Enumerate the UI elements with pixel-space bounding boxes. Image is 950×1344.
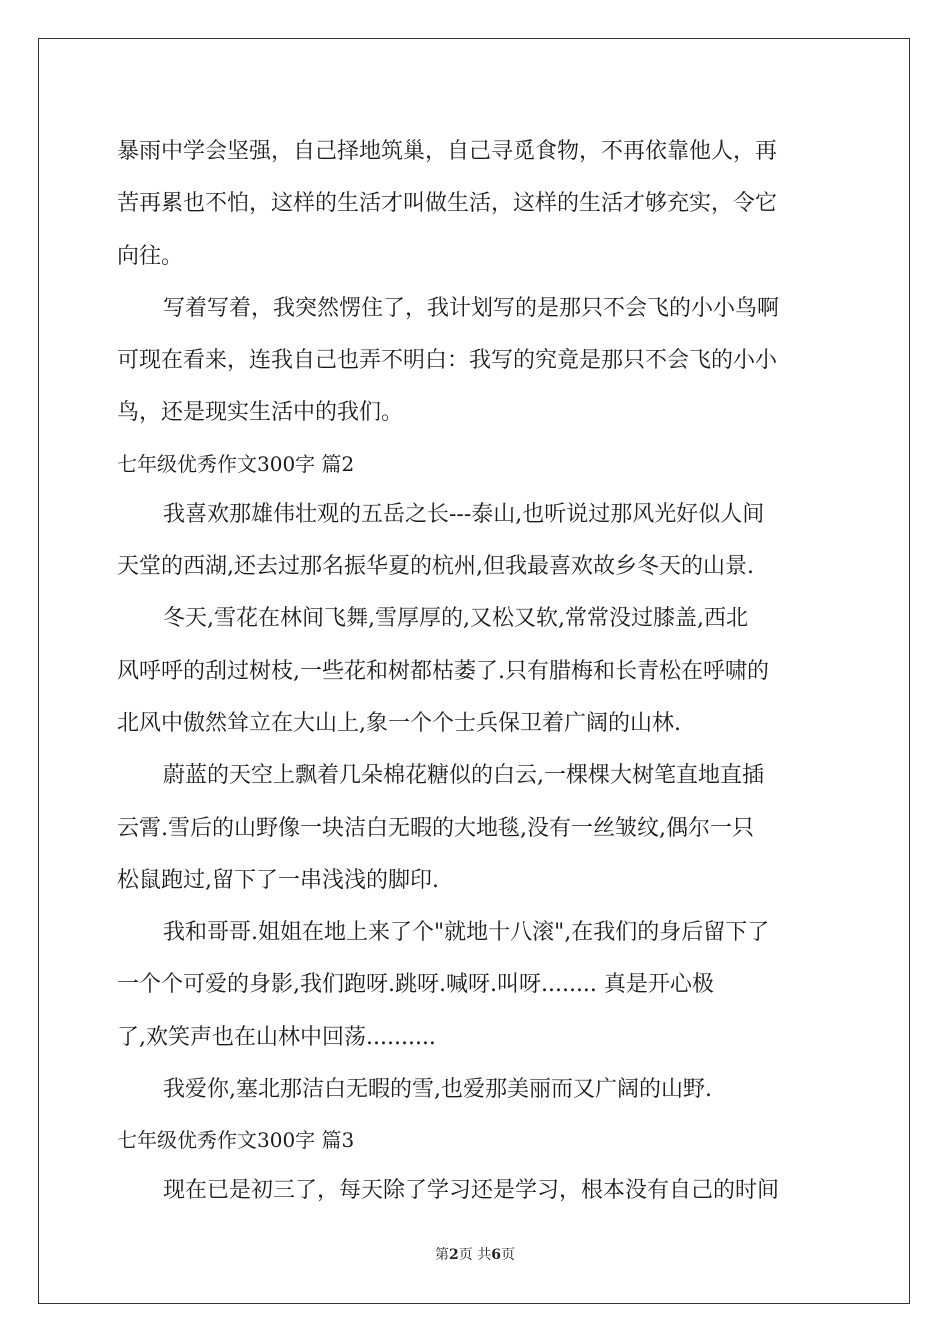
document-body	[117, 126, 833, 1218]
footer-suffix: 页	[500, 1247, 515, 1263]
text-line: 现在已是初三了，每天除了学习还是学习，根本没有自己的时间	[163, 1178, 780, 1204]
footer-prefix: 第	[435, 1247, 450, 1263]
text-line: 可现在看来，连我自己也弄不明白：我写的究竟是那只不会飞的小小	[117, 348, 778, 374]
text-line: 蔚蓝的天空上飘着几朵棉花糖似的白云,一棵棵大树笔直地直插	[163, 763, 764, 789]
page-footer	[0, 1244, 950, 1264]
text-line: 了,欢笑声也在山林中回荡..........	[117, 1024, 436, 1050]
text-line: 暴雨中学会坚强，自己择地筑巢，自己寻觅食物，不再依靠他人，再	[117, 139, 778, 164]
section-heading: 七年级优秀作文300字 篇3	[117, 1128, 355, 1153]
text-line: 向往。	[117, 243, 184, 269]
text-line: 冬天,雪花在林间飞舞,雪厚厚的,又松又软,常常没过膝盖,西北	[163, 606, 748, 632]
text-line: 风呼呼的刮过树枝,一些花和树都枯萎了.只有腊梅和长青松在呼啸的	[117, 658, 769, 684]
text-line: 鸟，还是现实生活中的我们。	[117, 400, 404, 426]
text-line: 我喜欢那雄伟壮观的五岳之长---泰山,也听说过那风光好似人间	[163, 501, 765, 527]
footer-current-page: 2	[449, 1247, 459, 1263]
text-line: 写着写着，我突然愣住了，我计划写的是那只不会飞的小小鸟啊	[163, 295, 780, 321]
footer-total-pages: 6	[491, 1247, 501, 1263]
footer-mid: 页 共	[458, 1247, 492, 1263]
text-line: 云霄.雪后的山野像一块洁白无暇的大地毯,没有一丝皱纹,偶尔一只	[117, 815, 754, 841]
text-line: 一个个可爱的身影,我们跑呀.跳呀.喊呀.叫呀........ 真是开心极	[117, 972, 714, 998]
text-line: 天堂的西湖,还去过那名振华夏的杭州,但我最喜欢故乡冬天的山景.	[117, 554, 754, 580]
section-heading: 七年级优秀作文300字 篇2	[117, 451, 355, 476]
text-line: 北风中傲然耸立在大山上,象一个个士兵保卫着广阔的山林.	[117, 710, 681, 736]
text-line: 我和哥哥.姐姐在地上来了个"就地十八滚",在我们的身后留下了	[163, 920, 770, 946]
text-line: 我爱你,塞北那洁白无暇的雪,也爱那美丽而又广阔的山野.	[163, 1077, 712, 1103]
text-line: 松鼠跑过,留下了一串浅浅的脚印.	[117, 867, 439, 893]
text-line: 苦再累也不怕，这样的生活才叫做生活，这样的生活才够充实，令它	[117, 191, 778, 217]
